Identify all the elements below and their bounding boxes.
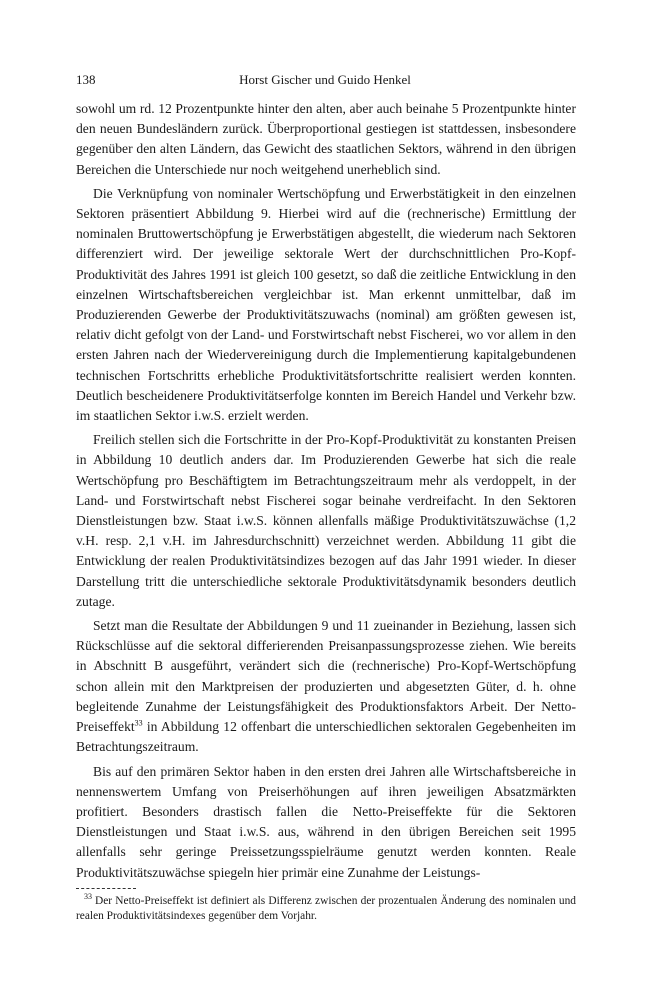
page-number: 138 <box>76 72 96 87</box>
footnote <box>76 894 576 924</box>
paragraph: Die Verknüpfung von nominaler Wertschöpfung und Erwerbstätigkeit in den einzelnen Sektoren präsentiert Abbildung 9. Hierbei wird auf die (rechnerische) Ermittlung der nominalen Bruttowertschöpfung je Erwerbstätigen abgestellt, die wiederum nach Sektoren differenziert wird. Der jeweilige sektorale Wert der durchschnittlichen Pro-Kopf-Produktivität des Jahres 1991 ist gleich 100 gesetzt, so daß die zeitliche Entwicklung in den einzelnen Wirtschaftsbereichen vergleichbar ist. Man erkennt unmittelbar, daß im Produzierenden Gewerbe der Produktivitätszuwachs (nominal) am größten gewesen ist, relativ dicht gefolgt von der Land- und Forstwirtschaft nebst Fischerei, wo vor allem in den ersten Jahren nach der Wiedervereinigung durch die Implementierung kapitalgebundenen technischen Fortschritts erhebliche Produktivitätsfortschritte realisiert werden konnten. Deutlich bescheidenere Produktivitätserfolge konnten im Bereich Handel und Verkehr bzw. im staatlichen Sektor i.w.S. erzielt werden. <box>76 185 576 424</box>
paragraph: sowohl um rd. 12 Prozentpunkte hinter den alten, aber auch beinahe 5 Prozentpunkte hinter den neuen Bundesländern zurück. Überproportional gestiegen ist stattdessen, insbesondere gegenüber den alten Ländern, das Gewicht des staatlichen Sektors, während in den übrigen Bereichen die Unterschiede nur noch weitgehend unerheblich sind. <box>76 101 576 177</box>
paragraph-text: Setzt man die Resultate der Abbildungen 9 und 11 zueinander in Beziehung, lassen sich Rückschlüsse auf die sektoral differierenden Preisanpassungsprozesse ziehen. Wie bereits in Abschnitt B ausgeführt, verändert sich die (rechnerische) Pro-Kopf-Wertschöpfung schon allein mit den Marktpreisen der produzierten und abgesetzten Güter, d. h. ohne begleitende Zunahme der Leistungsfähigkeit des Produktionsfaktors Arbeit. Der Netto-Preiseffekt <box>76 618 576 735</box>
body-text <box>76 99 576 887</box>
footnote-reference[interactable]: 33 <box>134 718 143 728</box>
footnote-text: Der Netto-Preiseffekt ist definiert als Differenz zwischen der prozentualen Änderung des nominalen und realen Produktivitätsindexes gegenüber dem Vorjahr. <box>76 895 576 922</box>
running-title: Horst Gischer und Guido Henkel <box>239 72 411 87</box>
footnote-marker: 33 <box>84 892 92 902</box>
page-header <box>76 72 574 92</box>
paragraph-text: in Abbildung 12 offenbart die unterschiedlichen sektoralen Gegebenheiten im Betrachtungszeitraum. <box>76 719 576 755</box>
paragraph: Freilich stellen sich die Fortschritte in der Pro-Kopf-Produktivität zu konstanten Preisen in Abbildung 10 deutlich anders dar. Im Produzierenden Gewerbe hat sich die reale Wertschöpfung pro Beschäftigtem im Betrachtungszeitraum mehr als verdoppelt, in der Land- und Forstwirtschaft nebst Fischerei sogar beinahe verdreifacht. In den Sektoren Dienstleistungen bzw. Staat i.w.S. können allenfalls mäßige Produktivitätszuwächse (1,2 v.H. resp. 2,1 v.H. im Jahresdurchschnitt) verzeichnet werden. Abbildung 11 gibt die Entwicklung der realen Produktivitätsindizes bezogen auf das Jahr 1991 wieder. In dieser Darstellung tritt die unterschiedliche sektorale Produktivitätsdynamik besonders deutlich zutage. <box>76 432 576 609</box>
footnote-divider <box>76 888 136 889</box>
paragraph <box>76 616 576 757</box>
paragraph: Bis auf den primären Sektor haben in den ersten drei Jahren alle Wirtschaftsbereiche in nennenswertem Umfang von Preiserhöhungen auf ihren jeweiligen Absatzmärkten profitiert. Besonders drastisch fallen die Netto-Preiseffekte für die Sektoren Dienstleistungen und Staat i.w.S. aus, während in den übrigen Bereichen seit 1995 allenfalls sehr geringe Preissetzungsspielräume genutzt werden konnten. Reale Produktivitätszuwächse spiegeln hier primär eine Zunahme der Leistungs- <box>76 763 576 880</box>
